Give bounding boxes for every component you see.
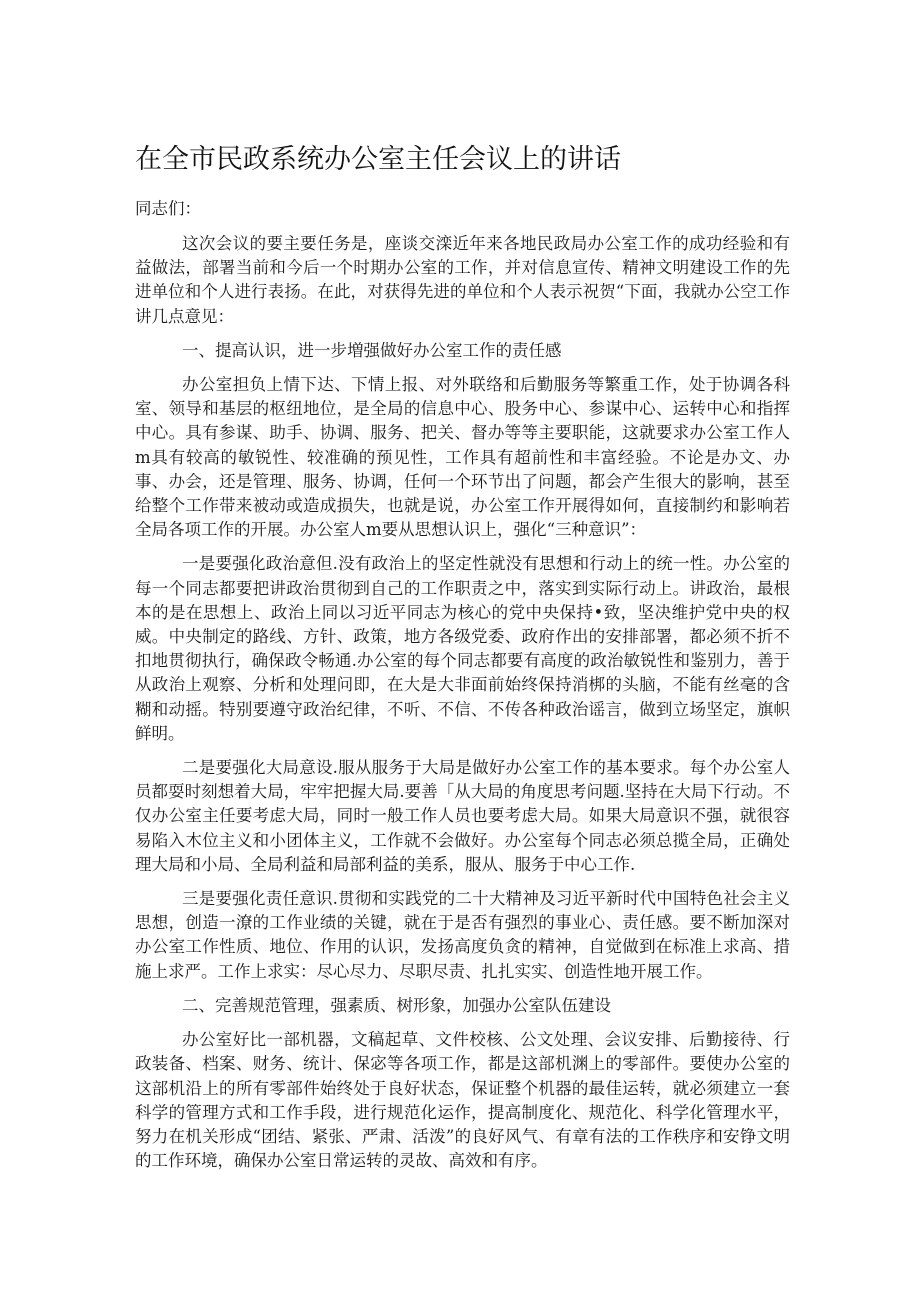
- document-title: 在全市民政系统办公室主任会议上的讲话: [135, 144, 621, 175]
- salutation: 同志们：: [135, 199, 201, 218]
- paragraph-overall-awareness: 二是要强化大局意设.服从服务于大局是做好办公室工作的基本要求。每个办公室人员都耍时刻想着大局，牢牢把握大局.要善「从大局的角度思考问题.坚持在大局下行动。不仅办公室主任要考虑大局，同时一般工作人员也要考虑大局。如果大局意识不强，就很容易陷入木位主义和小团体主义，工作就不会做好。办公室每个同志必须总揽全局，正确处理大局和小局、全局利益和局部利益的美系，服从、服务于中心工作.: [135, 758, 790, 874]
- section-heading-1: 一、提高认识，进一步増强做好办公室工作的责任感: [182, 340, 562, 360]
- paragraph-political-awareness: 一是要强化政治意但.没有政治上的坚定性就没有思想和行动上的统一性。办公室的每一个同志都要把讲政治贯彻到自己的工作职责之中，落实到实际行动上。讲政治，最根本的是在思想上、政治上同以习近平同志为核心的党中央保持•致，坚决维护党中央的权威。中央制定的路线、方针、政策，地方各级党委、政府作出的安排部署，都必须不折不扣地贯彻执行，确保政令畅通.办公室的每个同志都要有高度的政治敏锐性和鉴别力，善于从政治上观察、分析和处理问即，在大是大非面前始终保持消梆的头脑，不能有丝毫的含糊和动摇。特别要遵守政治纪律，不听、不信、不传各种政治谣言，做到立场坚定，旗帜鲜明。: [135, 554, 790, 743]
- paragraph-responsibility-awareness: 三是要强化责任意识.贯彻和实践党的二十大精神及习近平新时代中国特色社会主义思想，创造一潦的工作业绩的关键，就在于是否有强烈的事业心、责任感。要不断加深对办公室工作性质、地位、作用的认识，发扬高度负贪的精神，自觉做到在标准上求高、措施上求严。工作上求实：尽心尽力、尽职尽责、扎扎实实、创造性地开展工作。: [135, 889, 790, 981]
- document-body: [135, 196, 790, 1183]
- section-heading-2: 二、完善规范管理，强素质、树形象，加强办公室队伍建设: [182, 995, 611, 1015]
- paragraph-management: 办公室好比一部机器，文稿起草、文件校核、公文处理、会议安排、后勤接待、行政装备、档案、财务、统计、保宓等各项工作，都是这部机渊上的零部件。要使办公室的这部机沿上的所有零部件始终处于良好状态，保证整个机器的最佳运转，就必须建立一套科学的管理方式和工作手段，进行规范化运作，提高制度化、规范化、科学化管理水平，努力在机关形成“团结、紧张、严肃、活泼”的良好风气、有章有法的工作秩序和安铮文明的工作环境，确保办公室日常运转的灵故、高效和有序。: [135, 1030, 790, 1171]
- paragraph-intro: 这次会议的要主要任务是，座谈交滦近年来各地民政局办公室工作的成功经验和有益做法，部署当前和今后一个时期办公室的工作，并对信息宣传、精神文明建设工作的先进单位和个人进行表扬。在此，对获得先进的单位和个人表示祝贺“下面，我就办公空工作讲几点意见：: [135, 234, 790, 326]
- paragraph-office-role: 办公室担负上情下达、下情上报、对外联络和后勤服务等繁重工作，处于协调各科室、领导和基层的枢纽地位，是全局的信息中心、股务中心、参谋中心、运转中心和指挥中心。具有参谋、助手、协调、服务、把关、督办等等主要职能，这就要求办公室工作人m具有较高的敏锐性、较准确的预见性，工作具有超前性和丰富经验。不论是办文、办事、办会，还是管理、服务、协调，任何一个环节出了问题，都会产生很大的影响，甚至给整个工作带来被动或造成损失，也就是说，办公室工作开展得如何，直接制约和影响若全局各项工作的开展。办公室人m要从思想认识上，强化“三种意识”：: [135, 375, 790, 540]
